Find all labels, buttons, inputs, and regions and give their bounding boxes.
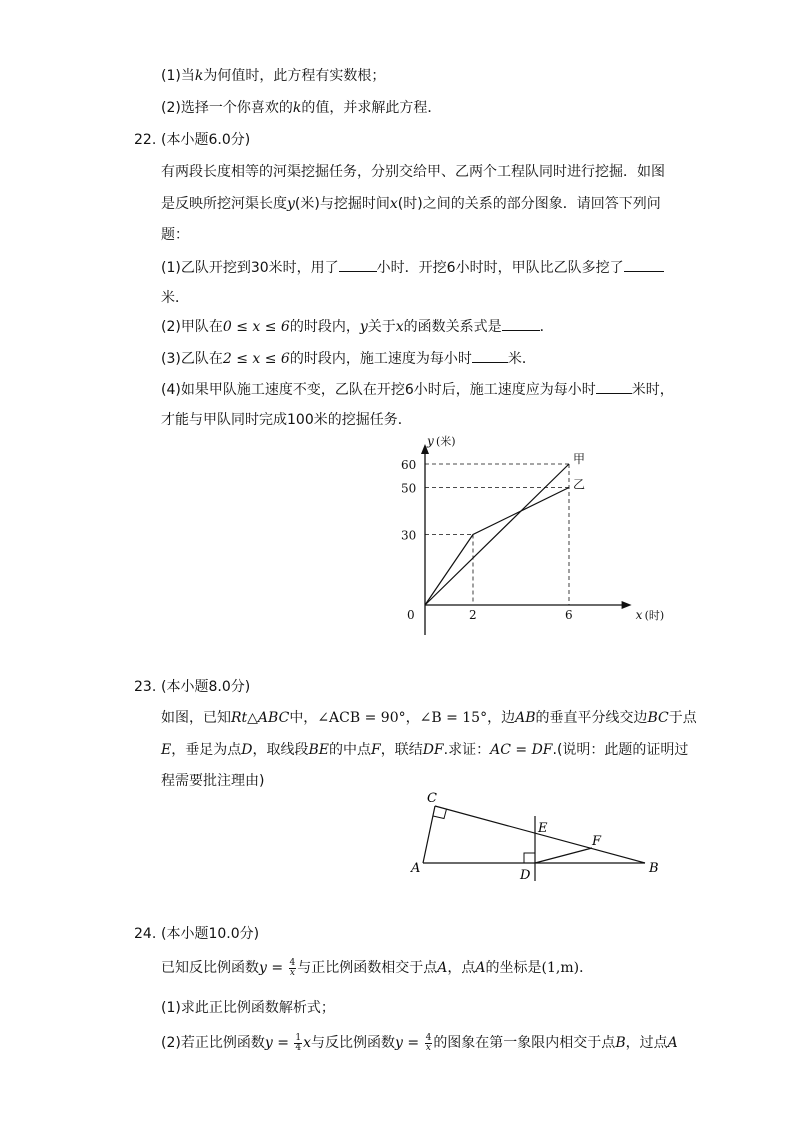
q24-header: (本小题10.0分) xyxy=(161,926,260,942)
answer-blank[interactable] xyxy=(502,316,540,331)
x-axis-label: x xyxy=(635,608,643,622)
q22-part2: (2)甲队在0 ≤ x ≤ 6的时段内，y关于x的函数关系式是 ． xyxy=(161,316,554,337)
y-axis-unit: (米) xyxy=(436,435,456,448)
answer-blank[interactable] xyxy=(624,257,664,272)
q23-line3: 程需要批注理由) xyxy=(161,773,265,789)
label-e: E xyxy=(538,821,548,836)
q23-line2: E，垂足为点D，取线段BE的中点F，联结DF.求证：AC = DF.(说明：此题的证明过 xyxy=(161,742,689,758)
q22-header: (本小题6.0分) xyxy=(161,132,251,148)
right-angle-mark-c xyxy=(433,809,447,819)
answer-blank[interactable] xyxy=(596,379,632,394)
series-line-yi xyxy=(425,488,569,606)
q21-part1: (1)当k为何值时，此方程有实数根； xyxy=(161,68,386,84)
right-angle-mark-d xyxy=(524,853,535,863)
segment-ac xyxy=(423,806,435,863)
q23-triangle-figure xyxy=(405,788,670,888)
q24-part2: (2)若正比例函数y = $\frac{1}{4}$ x与反比例函数y = $\frac{4}{x}$ 的图象在第一象限内相交于点B，过点A xyxy=(161,1032,678,1053)
label-c: C xyxy=(427,791,437,806)
q21-part2: (2)选择一个你喜欢的k的值，并求解此方程． xyxy=(161,100,442,116)
label-a: A xyxy=(411,861,421,876)
q22-part3: (3)乙队在2 ≤ x ≤ 6的时段内，施工速度为每小时 米． xyxy=(161,348,536,369)
q24-line1: 已知反比例函数y = $\frac{4}{x}$ 与正比例函数相交于点A，点A的坐标是(1,m)． xyxy=(161,957,594,978)
x-tick-label: 6 xyxy=(565,608,573,622)
series-label-yi: 乙 xyxy=(573,477,586,492)
q22-number: 22. xyxy=(134,132,157,148)
y-axis-label: y xyxy=(427,434,434,448)
origin-label: 0 xyxy=(407,608,415,622)
label-b: B xyxy=(649,861,659,876)
series-label-jia: 甲 xyxy=(573,452,586,466)
q22-text-line1: 有两段长度相等的河渠挖掘任务，分别交给甲、乙两个工程队同时进行挖掘．如图 xyxy=(161,164,665,180)
q22-part1-line2: 米． xyxy=(161,290,189,306)
q22-part4-line2: 才能与甲队同时完成100米的挖掘任务． xyxy=(161,412,412,428)
q22-part4-line1: (4)如果甲队施工速度不变，乙队在开挖6小时后，施工速度应为每小时 米时， xyxy=(161,379,674,400)
q22-text-line3: 题： xyxy=(161,227,189,243)
q24-part1: (1)求此正比例函数解析式； xyxy=(161,1000,335,1016)
y-tick-label: 50 xyxy=(401,481,417,496)
q22-part1-line1: (1)乙队开挖到30米时，用了 小时．开挖6小时时，甲队比乙队多挖了 xyxy=(161,257,664,278)
y-tick-label: 60 xyxy=(401,458,417,472)
x-axis-arrow xyxy=(622,601,632,609)
answer-blank[interactable] xyxy=(339,257,377,272)
x-tick-label: 2 xyxy=(469,608,477,622)
q24-number: 24. xyxy=(134,926,157,942)
y-tick-label: 30 xyxy=(401,528,417,543)
answer-blank[interactable] xyxy=(472,348,508,363)
label-f: F xyxy=(592,834,602,849)
q23-header: (本小题8.0分) xyxy=(161,679,251,695)
q23-line1: 如图，已知Rt△ABC中，∠ACB = 90°，∠B = 15°，边AB的垂直平分线交边BC于点 xyxy=(161,710,697,726)
segment-df xyxy=(535,848,592,863)
label-d: D xyxy=(520,868,531,883)
q22-text-line2: 是反映所挖河渠长度y(米)与挖掘时间x(时)之间的关系的部分图象．请回答下列问 xyxy=(161,196,661,212)
x-axis-unit: (时) xyxy=(644,609,665,622)
q22-function-graph xyxy=(395,430,675,635)
q23-number: 23. xyxy=(134,679,157,695)
